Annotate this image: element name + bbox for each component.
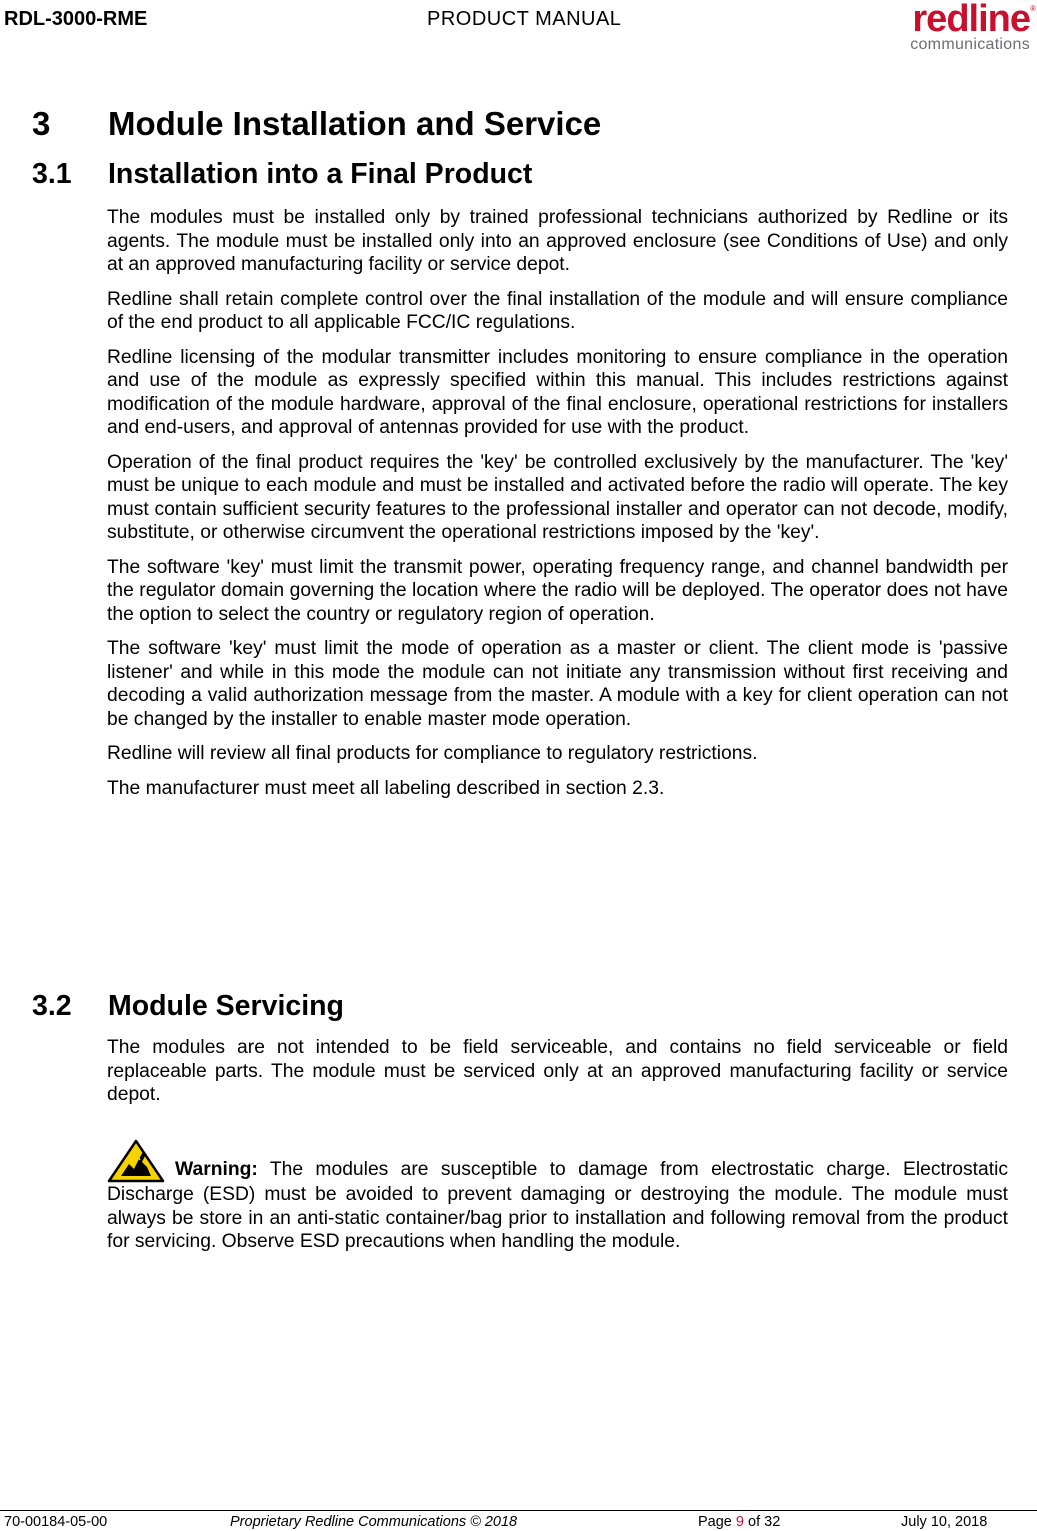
footer-copyright: Proprietary Redline Communications © 2018 xyxy=(230,1514,518,1530)
paragraph: The modules must be installed only by trained professional technicians authorized by Redline or its agents. The module must be installed only into an approved enclosure (see Conditions of Use) and only at an approved manufacturing facility or service depot. xyxy=(107,207,1008,275)
chapter-heading xyxy=(32,105,601,143)
footer-divider xyxy=(0,1510,1037,1511)
page-prefix: Page xyxy=(698,1514,736,1530)
section-3-1-body xyxy=(107,206,1008,811)
paragraph: The software 'key' must limit the transmit power, operating frequency range, and channel bandwidth per the regulator domain governing the location where the radio will be deployed. The operator does not have the option to select the country or regulatory region of operation. xyxy=(107,556,1008,625)
footer-doc-number: 70-00184-05-00 xyxy=(4,1514,108,1530)
section-number: 3.1 xyxy=(32,158,72,190)
esd-warning xyxy=(107,1139,1008,1254)
paragraph: Operation of the final product requires the 'key' be controlled exclusively by the manufacturer. The 'key' must be unique to each module and must be installed and activated before the radio will operate. The key must contain sufficient security features to the professional installer and operator can not decode, modify, substitute, or otherwise circumvent the operational restrictions imposed by the 'key'. xyxy=(107,451,1008,543)
warning-text: The modules are susceptible to damage from electrostatic charge. Electrostatic Discharge (ESD) must be avoided to prevent damaging or destroying the module. The module must always be store in an anti-static container/bag prior to installation and following removal from the product for servicing. Observe ESD precautions when handling the module. xyxy=(107,1159,1008,1252)
section-3-2-body xyxy=(107,1036,1008,1118)
paragraph: Redline licensing of the modular transmitter includes monitoring to ensure compliance in the operation and use of the module as expressly specified within this manual. This includes restrictions against modification of the module hardware, approval of the final enclosure, operational restrictions for installers and end-users, and approval of antennas provided for use with the product. xyxy=(107,346,1008,438)
section-heading-3-1 xyxy=(32,158,532,191)
esd-warning-icon xyxy=(107,1139,165,1183)
current-page: 9 xyxy=(735,1514,744,1530)
paragraph: The software 'key' must limit the mode of operation as a master or client. The client mode is 'passive listener' and while in this mode the module can not initiate any transmission without first receiving and decoding a valid authorization message from the master. A module with a key for client operation can not be changed by the installer to enable master mode operation. xyxy=(107,638,1008,730)
footer-date: July 10, 2018 xyxy=(901,1514,988,1530)
redline-logo xyxy=(898,2,1037,58)
paragraph: The modules are not intended to be field serviceable, and contains no field serviceable or field replaceable parts. The module must be serviced only at an approved manufacturing facility or service depot. xyxy=(107,1037,1008,1105)
manual-label: PRODUCT MANUAL xyxy=(427,8,622,30)
doc-id: RDL-3000-RME xyxy=(4,8,148,30)
footer-page-number xyxy=(698,1514,780,1530)
logo-sub-text: communications xyxy=(910,36,1030,53)
paragraph: The manufacturer must meet all labeling described in section 2.3. xyxy=(107,777,665,799)
section-title: Installation into a Final Product xyxy=(108,158,533,190)
paragraph: Redline will review all final products for compliance to regulatory restrictions. xyxy=(107,743,758,764)
page-suffix: of 32 xyxy=(743,1514,781,1530)
logo-registered-mark: ® xyxy=(1030,4,1036,13)
chapter-title: Module Installation and Service xyxy=(108,105,602,142)
section-number: 3.2 xyxy=(32,990,72,1022)
chapter-number: 3 xyxy=(32,105,51,142)
warning-label: Warning: xyxy=(175,1159,258,1180)
page-header xyxy=(0,0,1037,60)
section-title: Module Servicing xyxy=(108,990,344,1022)
logo-main-text: redline xyxy=(912,0,1030,40)
section-heading-3-2 xyxy=(32,990,344,1023)
paragraph: Redline shall retain complete control over the final installation of the module and will ensure compliance of the end product to all applicable FCC/IC regulations. xyxy=(107,288,1008,333)
